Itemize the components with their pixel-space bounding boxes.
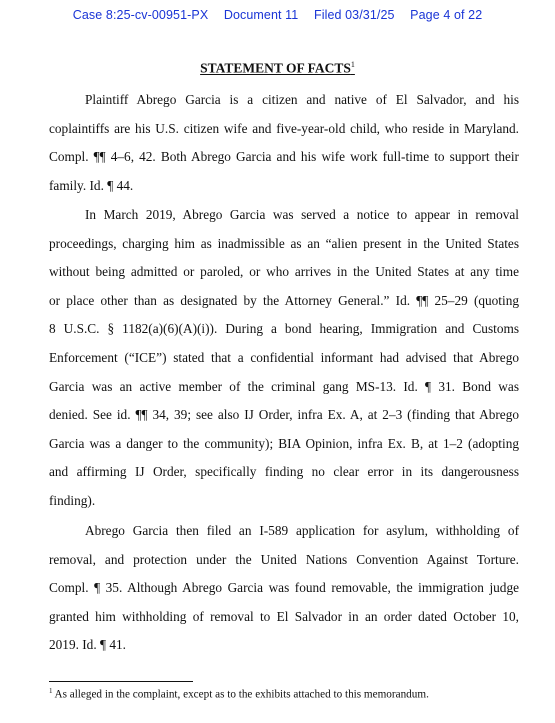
paragraph-line: Compl. ¶ 35. Although Abrego Garcia was found removable, the immigration judge	[49, 580, 519, 596]
paragraph-line: Compl. ¶¶ 4–6, 42. Both Abrego Garcia and his wife work full-time to support their	[49, 149, 519, 165]
paragraph-line: 8 U.S.C. § 1182(a)(6)(A)(i)). During a bond hearing, Immigration and Customs	[49, 321, 519, 337]
paragraph-line: 2019. Id. ¶ 41.	[49, 637, 126, 653]
filed-date: Filed 03/31/25	[313, 8, 395, 22]
paragraph-line: coplaintiffs are his U.S. citizen wife and five-year-old child, who reside in Maryland.	[49, 120, 519, 136]
footnote-text: As alleged in the complaint, except as to the exhibits attached to this memorandum.	[54, 688, 429, 701]
paragraph-line: denied. See id. ¶¶ 34, 39; see also IJ Order, infra Ex. A, at 2–3 (finding that Abrego	[49, 407, 519, 423]
footnote	[49, 687, 529, 701]
paragraph-line: and affirming IJ Order, specifically finding no clear error in its dangerousness	[49, 464, 519, 480]
paragraph-2	[49, 201, 519, 516]
paragraph-line: family. Id. ¶ 44.	[49, 177, 134, 193]
paragraph-line: without being admitted or paroled, or who arrives in the United States at any time	[49, 264, 519, 280]
paragraph-line: granted him withholding of removal to El Salvador in an order dated October 10,	[49, 608, 519, 624]
section-title	[0, 60, 555, 77]
paragraph-line: Garcia was a danger to the community); BIA Opinion, infra Ex. B, at 1–2 (adopting	[49, 435, 519, 451]
footnote-mark: 1	[49, 687, 53, 695]
paragraph-line: or place other than as designated by the Attorney General.” Id. ¶¶ 25–29 (quoting	[49, 292, 519, 308]
paragraph-line: proceedings, charging him as inadmissible as an “alien present in the United States	[49, 235, 519, 251]
paragraph-line: Plaintiff Abrego Garcia is a citizen and native of El Salvador, and his	[85, 92, 519, 107]
footnote-divider	[49, 681, 193, 682]
paragraph-line: In March 2019, Abrego Garcia was served a notice to appear in removal	[85, 207, 519, 222]
title-footnote-mark: 1	[350, 60, 355, 69]
paragraph-line: finding).	[49, 492, 96, 508]
paragraph-line: Garcia was an active member of the criminal gang MS-13. Id. ¶ 31. Bond was	[49, 378, 519, 394]
paragraph-3	[49, 517, 519, 660]
case-header	[0, 8, 555, 22]
case-number: Case 8:25-cv-00951-PX	[72, 8, 209, 22]
paragraph-line: removal, and protection under the United Nations Convention Against Torture.	[49, 551, 519, 567]
page-number: Page 4 of 22	[410, 8, 483, 22]
paragraph-line: Abrego Garcia then filed an I-589 application for asylum, withholding of	[85, 523, 519, 538]
paragraph-line: Enforcement (“ICE”) stated that a confidential informant had advised that Abrego	[49, 349, 519, 365]
paragraph-1	[49, 86, 519, 200]
section-title-text: STATEMENT OF FACTS	[200, 60, 351, 76]
document-number: Document 11	[223, 8, 299, 22]
